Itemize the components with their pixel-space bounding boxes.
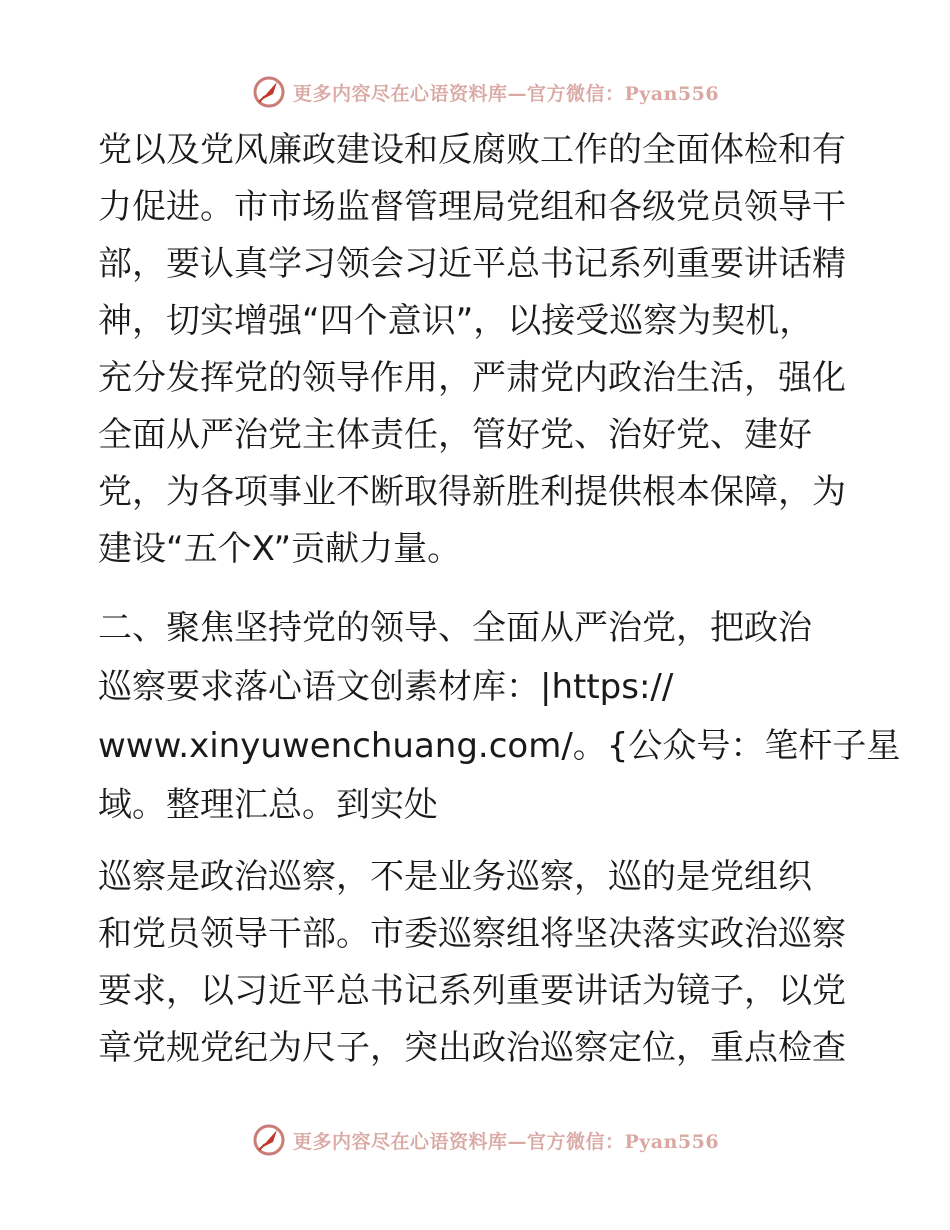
text-line: 党，为各项事业不断取得新胜利提供根本保障，为 [98, 472, 846, 512]
footer-watermark [0, 1120, 950, 1160]
text-line: 和党员领导干部。市委巡察组将坚决落实政治巡察 [98, 914, 846, 954]
quill-logo-icon [251, 1122, 287, 1158]
quill-logo-icon [251, 74, 287, 110]
text-line: 巡察是政治巡察，不是业务巡察，巡的是党组织 [98, 857, 812, 897]
text-line: 建设“五个X”贡献力量。 [98, 529, 462, 569]
text-line: 域。整理汇总。到实处 [98, 785, 438, 825]
text-line: 要求，以习近平总书记系列重要讲话为镜子，以党 [98, 971, 846, 1011]
text-line: 充分发挥党的领导作用，严肃党内政治生活，强化 [98, 358, 846, 398]
header-watermark-text: 更多内容尽在心语资料库—官方微信：Pyan556 [292, 82, 720, 105]
section-heading: 二、聚焦坚持党的领导、全面从严治党，把政治 [98, 608, 812, 648]
text-line: 部，要认真学习领会习近平总书记系列重要讲话精 [98, 244, 846, 284]
text-line: 章党规党纪为尺子，突出政治巡察定位，重点检查 [98, 1028, 846, 1068]
text-line: www.xinyuwenchuang.com/。{公众号：笔杆子星 [98, 726, 901, 766]
header-watermark [0, 72, 950, 112]
text-line: 全面从严治党主体责任，管好党、治好党、建好 [98, 415, 812, 455]
footer-watermark-text: 更多内容尽在心语资料库—官方微信：Pyan556 [292, 1130, 720, 1153]
text-line: 力促进。市市场监督管理局党组和各级党员领导干 [98, 187, 846, 227]
text-line: 神，切实增强“四个意识”，以接受巡察为契机， [98, 301, 814, 341]
text-line: 巡察要求落心语文创素材库：|https:// [98, 667, 674, 707]
text-line: 党以及党风廉政建设和反腐败工作的全面体检和有 [98, 130, 846, 170]
